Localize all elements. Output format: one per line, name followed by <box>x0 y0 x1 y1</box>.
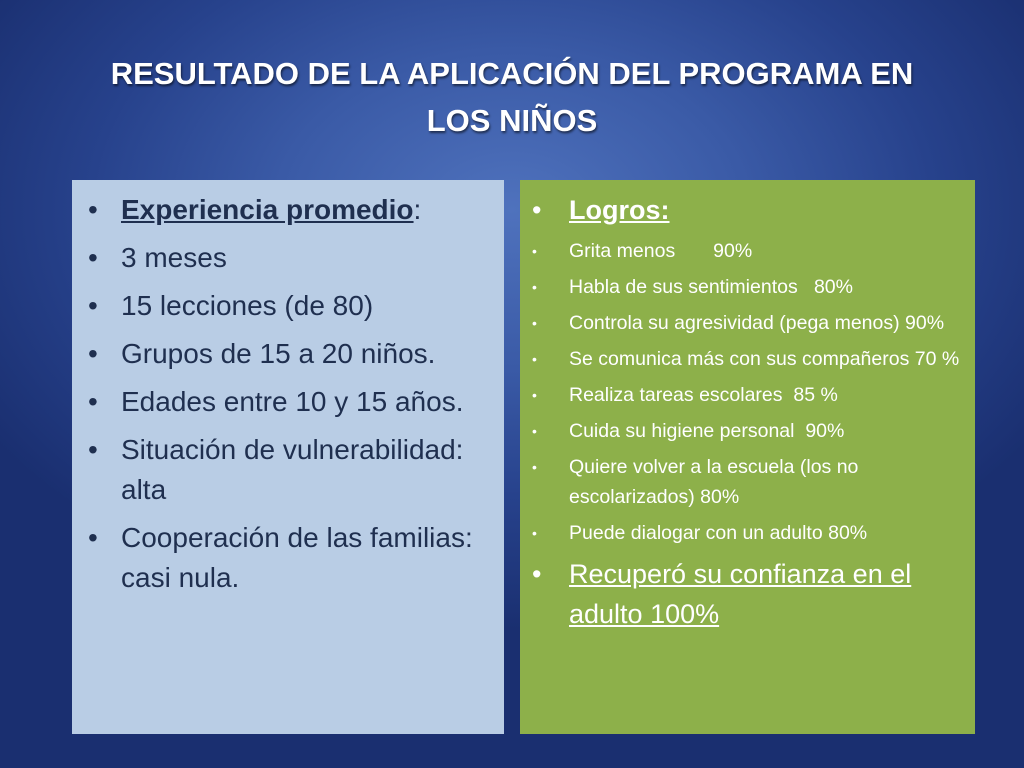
achievement-item-text: Habla de sus sentimientos 80% <box>569 276 853 298</box>
bullet-icon: • <box>532 279 537 295</box>
achievement-item <box>532 344 963 374</box>
bullet-icon: • <box>532 387 537 403</box>
experience-item <box>88 238 484 278</box>
achievement-item-text: Se comunica más con sus compañeros 70 % <box>569 348 960 370</box>
bullet-icon: • <box>532 351 537 367</box>
experience-item <box>88 430 484 510</box>
bullet-icon: • <box>88 522 98 553</box>
achievements-header-label: Logros: <box>569 195 670 225</box>
experience-item <box>88 382 484 422</box>
slide-title <box>60 50 964 144</box>
bullet-icon: • <box>532 243 537 259</box>
title-line-1: RESULTADO DE LA APLICACIÓN DEL PROGRAMA EN <box>110 56 914 91</box>
experience-item <box>88 286 484 326</box>
bullet-icon: • <box>532 315 537 331</box>
experience-header-suffix: : <box>413 194 422 225</box>
bullet-icon: • <box>532 525 537 541</box>
achievement-item-text: Controla su agresividad (pega menos) 90% <box>569 312 945 334</box>
experience-item <box>88 334 484 374</box>
bullet-icon: • <box>88 194 98 225</box>
experience-item-text: Cooperación de las familias: casi nula. <box>121 522 473 593</box>
bullet-icon: • <box>88 290 98 321</box>
bullet-icon: • <box>88 242 98 273</box>
achievement-item <box>532 518 963 548</box>
achievement-item <box>532 452 963 512</box>
bullet-icon: • <box>88 338 98 369</box>
experience-header-label: Experiencia promedio <box>121 194 414 225</box>
achievement-item <box>532 380 963 410</box>
experience-header-item <box>88 190 484 230</box>
achievement-item-text: Grita menos 90% <box>569 240 753 262</box>
achievement-final-item <box>532 554 963 634</box>
achievements-panel <box>520 180 975 734</box>
bullet-icon: • <box>88 386 98 417</box>
achievement-item <box>532 416 963 446</box>
experience-panel <box>72 180 504 734</box>
experience-item-text: Edades entre 10 y 15 años. <box>121 386 464 417</box>
achievements-list <box>532 190 963 634</box>
achievement-item-text: Cuida su higiene personal 90% <box>569 420 845 442</box>
achievements-header-item <box>532 190 963 230</box>
achievement-final-text: Recuperó su confianza en el adulto 100% <box>569 559 912 629</box>
achievement-item <box>532 308 963 338</box>
achievement-item-text: Quiere volver a la escuela (los no escolarizados) 80% <box>569 456 859 508</box>
bullet-icon: • <box>532 195 542 225</box>
bullet-icon: • <box>532 459 537 475</box>
bullet-icon: • <box>532 423 537 439</box>
experience-item <box>88 518 484 598</box>
bullet-icon: • <box>88 434 98 465</box>
experience-item-text: 15 lecciones (de 80) <box>121 290 374 321</box>
achievement-item-text: Realiza tareas escolares 85 % <box>569 384 838 406</box>
achievement-item <box>532 236 963 266</box>
experience-item-text: Situación de vulnerabilidad: alta <box>121 434 464 505</box>
achievement-item <box>532 272 963 302</box>
experience-list <box>88 190 484 598</box>
title-line-2: LOS NIÑOS <box>426 103 598 138</box>
bullet-icon: • <box>532 559 542 589</box>
achievement-item-text: Puede dialogar con un adulto 80% <box>569 522 868 544</box>
experience-item-text: 3 meses <box>121 242 227 273</box>
experience-item-text: Grupos de 15 a 20 niños. <box>121 338 436 369</box>
